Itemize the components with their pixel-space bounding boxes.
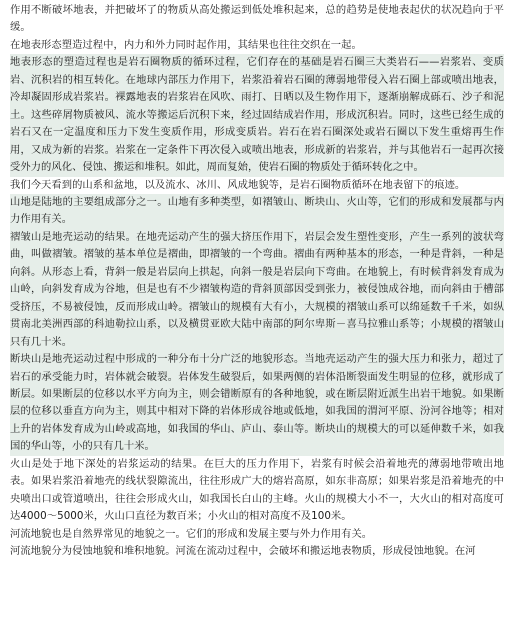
paragraph-intro-continuation: 作用不断破坏地表，并把破坏了的物质从高处搬运到低处堆积起来，总的趋势是使地表起伏的状况趋向于平缓。 <box>10 4 504 34</box>
paragraph-volcanoes: 火山是处于地下深处的岩浆运动的结果。在巨大的压力作用下，岩浆有时候会沿着地壳的薄弱地带喷出地表。如果岩浆沿着地壳的线状裂隙流出，往往形成广大的熔岩高原，如东非高原；如果岩浆是沿着地壳的中央喷出口或管道喷出，往往会形成火山，如我国长白山的主峰。火山的规模大小不一，大火山的相对高度可达4000～5000米，火山口直径为数百米；小火山的相对高度不及100米。 <box>10 457 504 523</box>
paragraph-internal-external-forces: 在地表形态塑造过程中，内力和外力同时起作用，其结果也往往交织在一起。 <box>10 38 362 51</box>
paragraph-fold-mountains: 褶皱山是地壳运动的结果。在地壳运动产生的强大挤压作用下，岩层会发生塑性变形，产生一系列的波状弯曲，叫做褶皱。褶皱的基本单位是褶曲，即褶皱的一个弯曲。褶曲有两种基本的形态，一种是背斜，一种是向斜。从形态上看，背斜一般是岩层向上拱起，向斜一般是岩层向下弯曲。在地貌上，有时候背斜发育成为山岭，向斜发育成为谷地，但是也有不少褶皱构造的背斜顶部因受到张力，被侵蚀成谷地，而向斜由于槽部受挤压，不易被侵蚀，反而形成山岭。褶皱山的规模有大有小，大规模的褶皱山系可以绵延数千千米，如纵贯南北美洲西部的科迪勒拉山系，以及横贯亚欧大陆中南部的阿尔卑斯－喜马拉雅山系等；小规模的褶皱山只有几十米。 <box>10 229 504 351</box>
paragraph-rock-cycle: 地表形态的塑造过程也是岩石圈物质的循环过程，它们存在的基础是岩石圈三大类岩石——岩浆岩、变质岩、沉积岩的相互转化。在地球内部压力作用下，岩浆沿着岩石圈的薄弱地带侵入岩石圈上部或喷出地表，冷却凝固形成岩浆岩。裸露地表的岩浆岩在风吹、雨打、日晒以及生物作用下，逐渐崩解成砾石、沙子和泥土。这些碎屑物质被风、流水等搬运后沉积下来，经过固结成岩作用，形成沉积岩。同时，这些已经生成的岩石又在一定温度和压力下发生变质作用，形成变质岩。岩石在岩石圈深处或岩石圈以下发生重熔再生作用，又成为新的岩浆。岩浆在一定条件下再次侵入或喷出地表，形成新的岩浆岩，并与其他岩石一起再次接受外力的风化、侵蚀、搬运和堆积。如此，周而复始，使岩石圈的物质处于循环转化之中。 <box>10 54 504 176</box>
paragraph-mountains: 山地是陆地的主要组成部分之一。山地有多种类型，如褶皱山、断块山、火山等，它们的形成和发展都与内力作用有关。 <box>10 194 504 229</box>
paragraph-river-landforms: 河流地貌也是自然界常见的地貌之一。它们的形成和发展主要与外力作用有关。 <box>10 527 373 540</box>
paragraph-river-erosion: 河流地貌分为侵蚀地貌和堆积地貌。河流在流动过程中，会破坏和搬运地表物质，形成侵蚀地貌。在河 <box>10 545 476 558</box>
paragraph-landform-traces: 我们今天看到的山系和盆地，以及流水、冰川、风成地貌等，是岩石圈物质循环在地表留下的痕迹。 <box>10 178 466 191</box>
paragraph-fault-block-mountains: 断块山是地壳运动过程中形成的一种分布十分广泛的地貌形态。当地壳运动产生的强大压力和张力，超过了岩石的承受能力时，岩体就会破裂。岩体发生破裂后，如果两侧的岩体沿断裂面发生明显的位移，就形成了断层。如果断层的位移以水平方向为主，则会错断原有的各种地貌，或在断层附近派生出岩干地貌。如果断层的位移以垂直方向为主，则其中相对下降的岩体形成谷地或低地，如我国的渭河平原、汾河谷地等；相对上升的岩体发育成为山岭或高地，如我国的华山、庐山、泰山等。断块山的规模大的可以延伸数千米，如我国的华山等，小的只有几十米。 <box>10 351 504 456</box>
